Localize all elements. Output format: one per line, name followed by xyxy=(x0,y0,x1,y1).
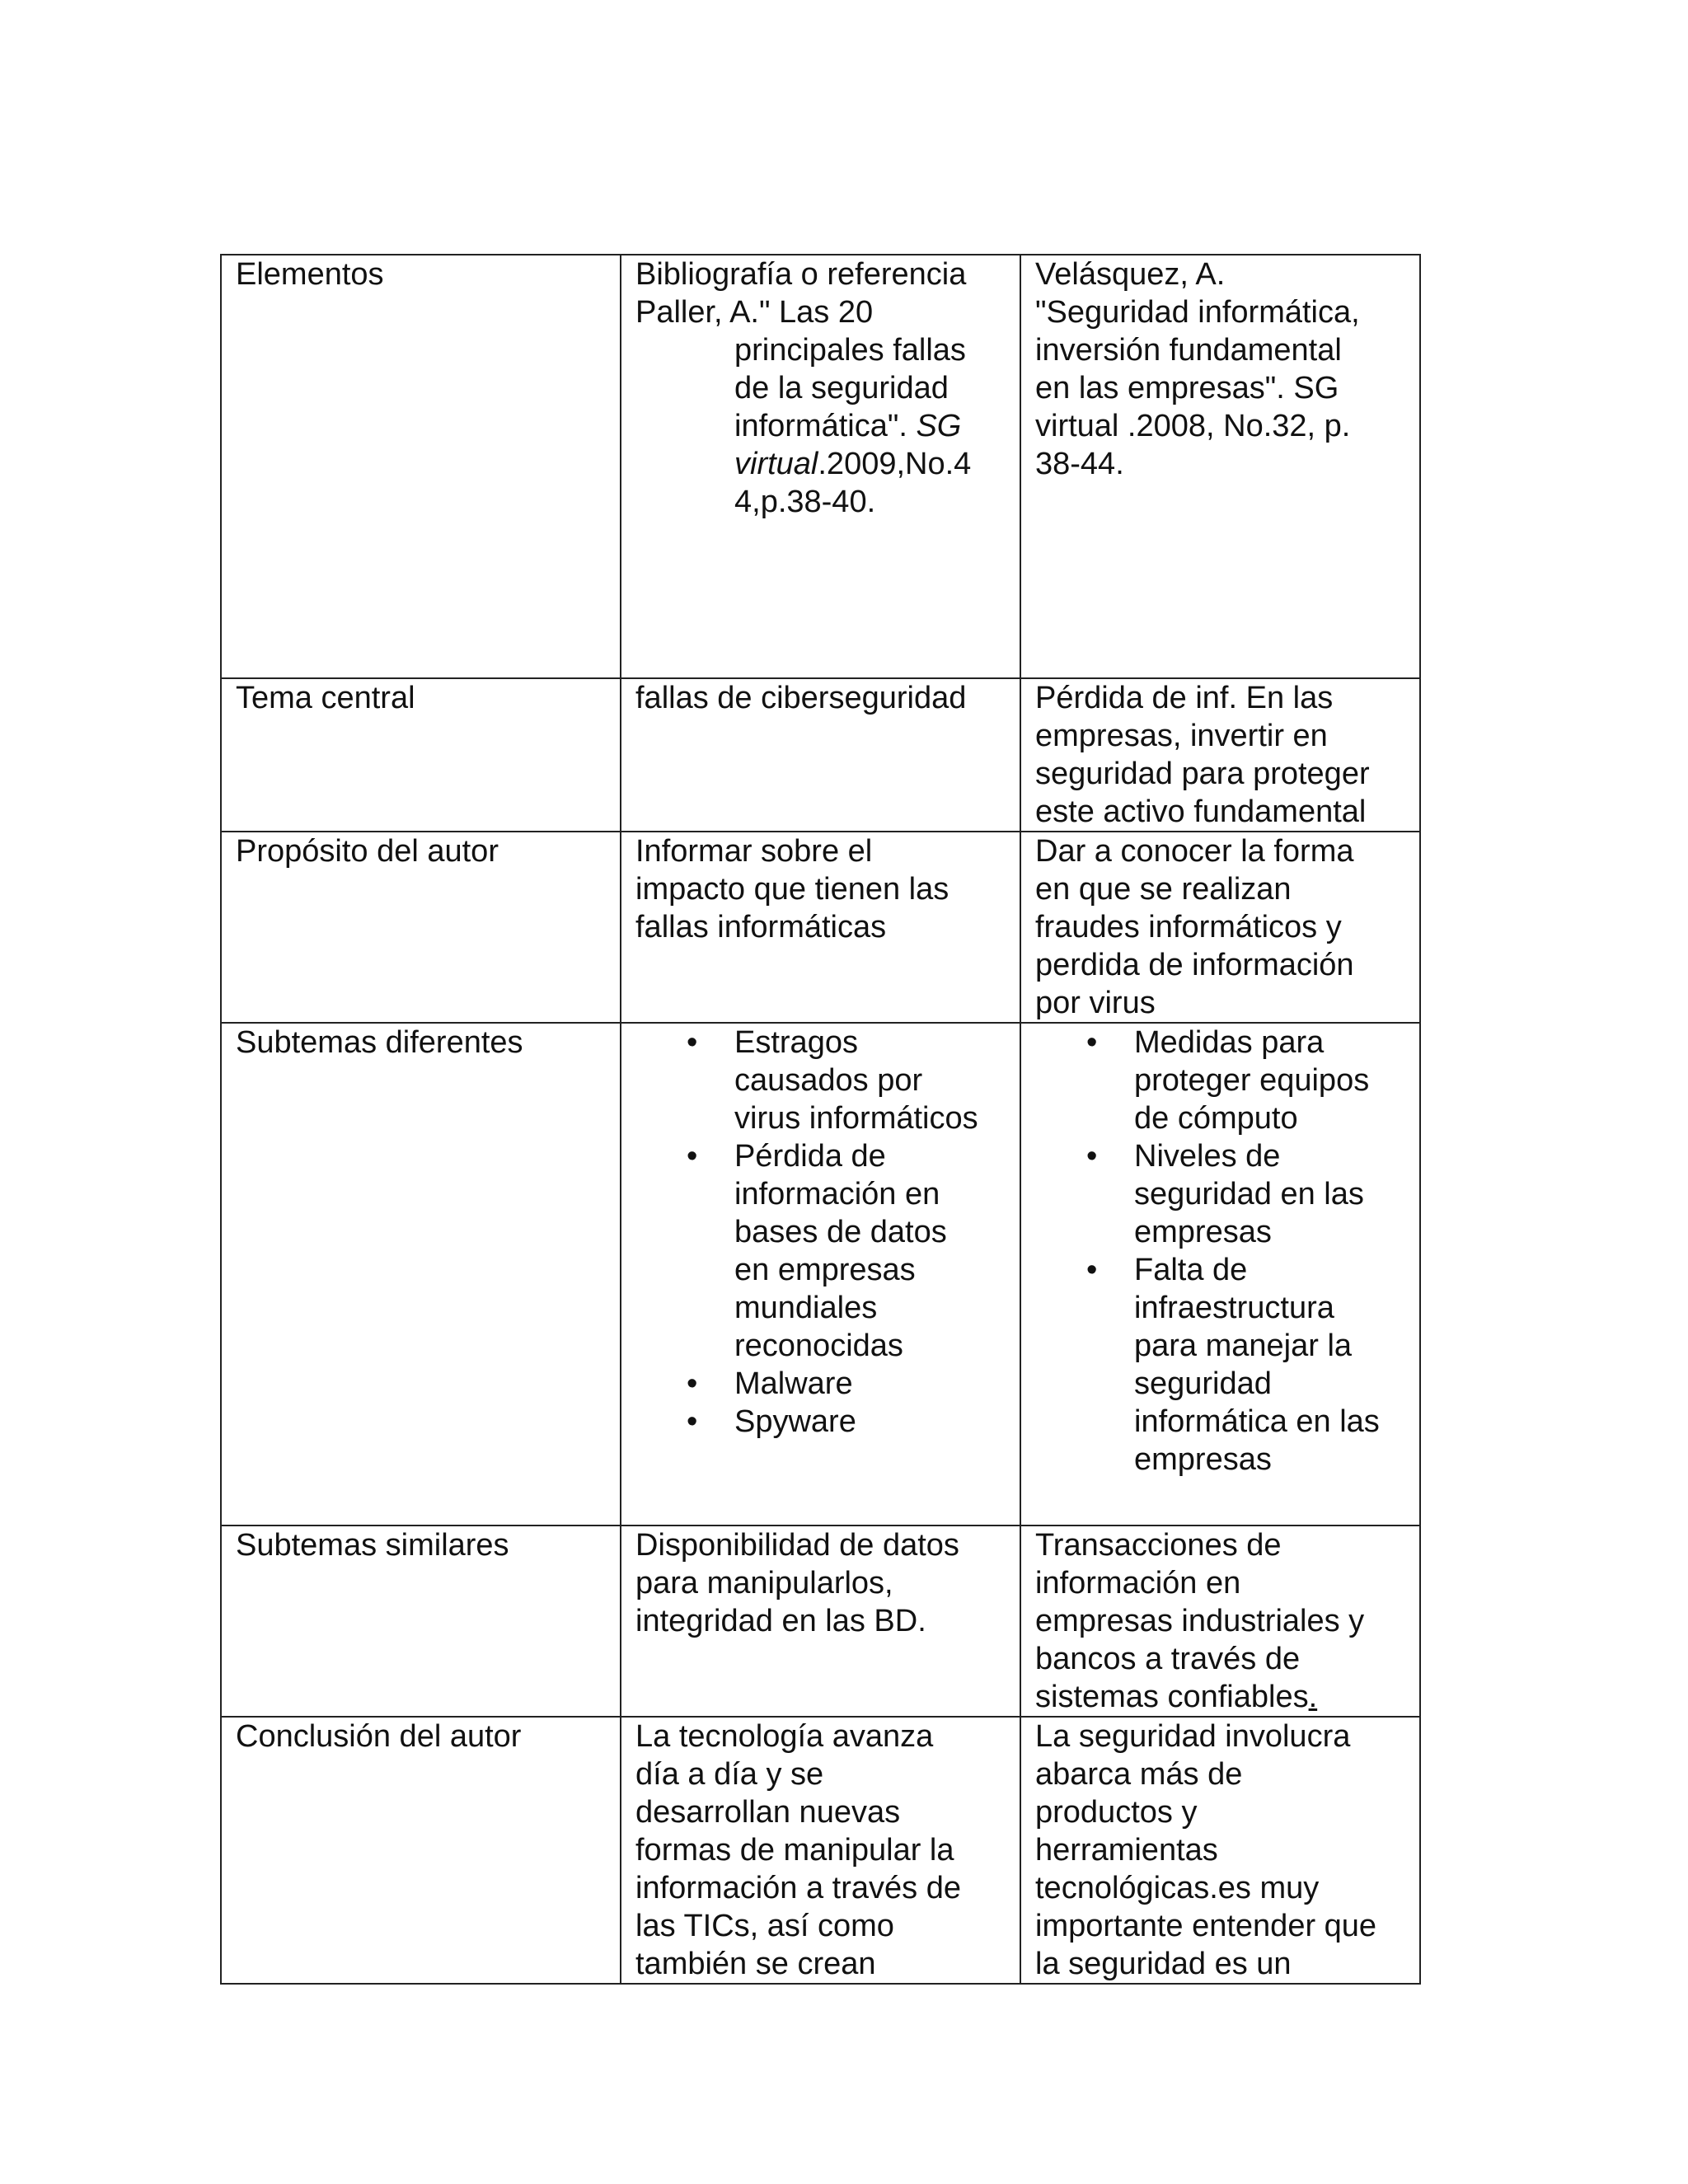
table-row xyxy=(221,1526,1420,1717)
list-item: • Spyware xyxy=(635,1403,1011,1441)
row-label-elementos: Elementos xyxy=(221,255,621,678)
table-row xyxy=(221,678,1420,832)
subtemas-diferentes-cell-1 xyxy=(621,1023,1020,1526)
list-item: • Niveles de seguridad en las empresas xyxy=(1035,1137,1411,1251)
list-item: • Estragos causados por virus informáticos xyxy=(635,1024,1011,1137)
list-item: • Malware xyxy=(635,1365,1011,1403)
table-row xyxy=(221,832,1420,1023)
subtemas-similares-cell-1: Disponibilidad de datos para manipularlos, integridad en las BD. xyxy=(621,1526,1020,1717)
table-row xyxy=(221,1023,1420,1526)
bibliography-heading: Bibliografía o referencia xyxy=(635,257,967,292)
bibliography-cell-2: Velásquez, A. "Seguridad informática, inversión fundamental en las empresas". SG virtual .2008, No.32, p. 38-44. xyxy=(1020,255,1420,678)
list-item: • Falta de infraestructura para manejar la seguridad informática en las empresas xyxy=(1035,1251,1411,1479)
tema-cell-1: fallas de ciberseguridad xyxy=(621,678,1020,832)
conclusion-cell-2: La seguridad involucra abarca más de productos y herramientas tecnológicas.es muy importante entender que la seguridad es un xyxy=(1020,1717,1420,1984)
table-row xyxy=(221,255,1420,678)
proposito-cell-2: Dar a conocer la forma en que se realizan fraudes informáticos y perdida de información por virus xyxy=(1020,832,1420,1023)
row-label-proposito: Propósito del autor xyxy=(221,832,621,1023)
row-label-subtemas-diferentes: Subtemas diferentes xyxy=(221,1023,621,1526)
bibliography-cell-1: Bibliografía o referencia Paller, A." Las 20 principales fallas de la seguridad informática". SG virtual.2009,No.4 4,p.38-40. xyxy=(621,255,1020,678)
proposito-cell-1: Informar sobre el impacto que tienen las fallas informáticas xyxy=(621,832,1020,1023)
tema-cell-2: Pérdida de inf. En las empresas, invertir en seguridad para proteger este activo fundamental xyxy=(1020,678,1420,832)
comparison-table xyxy=(220,254,1421,1985)
list-item: • Medidas para proteger equipos de cómputo xyxy=(1035,1024,1411,1137)
list-item: • Pérdida de información en bases de datos en empresas mundiales reconocidas xyxy=(635,1137,1011,1365)
table-row xyxy=(221,1717,1420,1984)
bullet-list xyxy=(635,1024,1011,1441)
subtemas-similares-cell-2: Transacciones de información en empresas industriales y bancos a través de sistemas confiables. xyxy=(1020,1526,1420,1717)
row-label-tema-central: Tema central xyxy=(221,678,621,832)
conclusion-cell-1: La tecnología avanza día a día y se desarrollan nuevas formas de manipular la información a través de las TICs, así como también se crean xyxy=(621,1717,1020,1984)
row-label-subtemas-similares: Subtemas similares xyxy=(221,1526,621,1717)
subtemas-diferentes-cell-2 xyxy=(1020,1023,1420,1526)
bullet-list xyxy=(1035,1024,1411,1479)
row-label-conclusion: Conclusión del autor xyxy=(221,1717,621,1984)
